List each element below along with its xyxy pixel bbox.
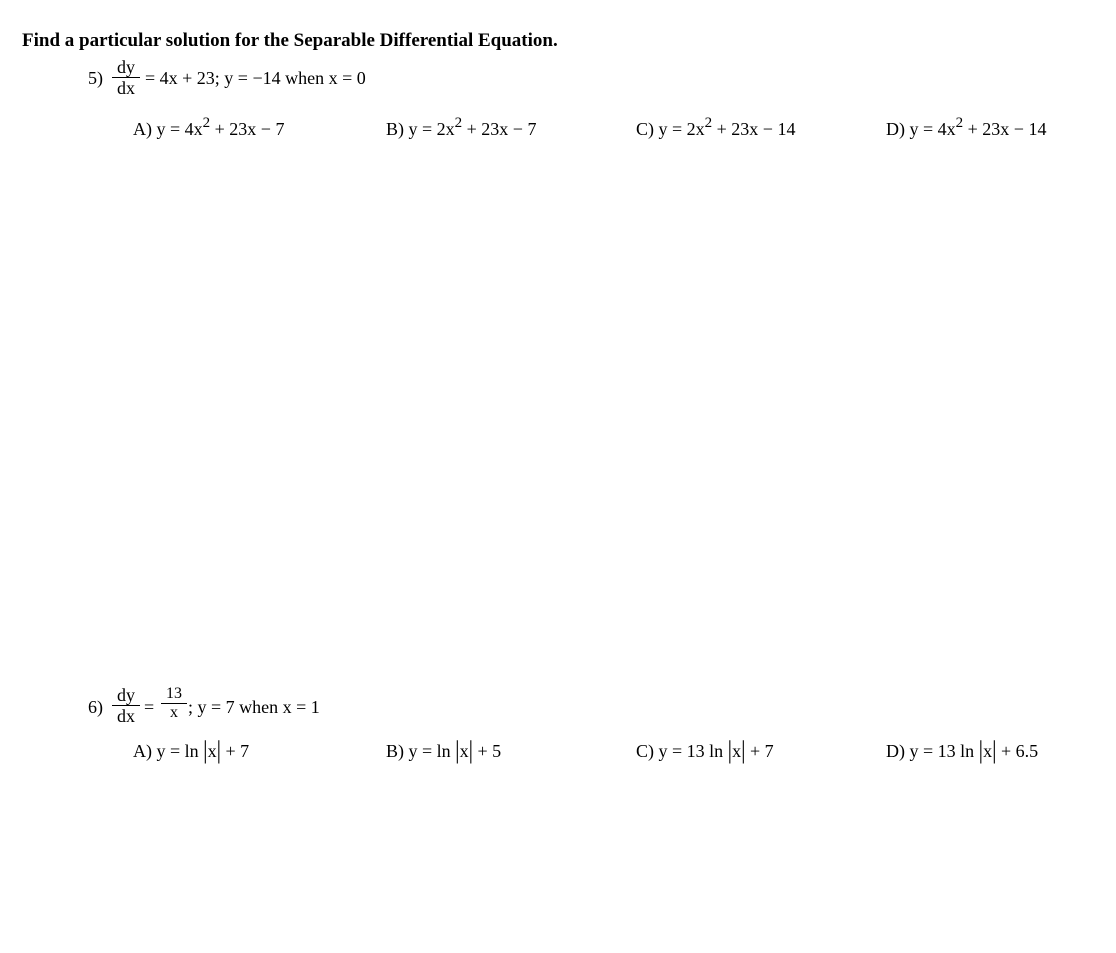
- equation-text: = 4x + 23; y = −14 when x = 0: [145, 68, 366, 88]
- fraction-denominator: dx: [117, 78, 135, 98]
- choice-expression: y = ln |x| + 7: [156, 735, 250, 764]
- choice-letter: D): [886, 741, 905, 761]
- equation-text: ; y = 7 when x = 1: [188, 697, 320, 717]
- choice-a[interactable]: [133, 116, 284, 140]
- choice-expression: y = ln |x| + 5: [408, 735, 502, 764]
- choice-expression: $y = 2x^2 + 23x - 7$: [408, 115, 537, 139]
- choice-b[interactable]: [386, 116, 536, 140]
- derivative-fraction: [112, 686, 140, 725]
- fraction-numerator: dy: [117, 57, 135, 77]
- choice-letter: B): [386, 741, 404, 761]
- choice-expression: $y = 4x^2 + 23x - 7$: [156, 115, 285, 139]
- choice-a[interactable]: [133, 735, 250, 764]
- choice-b[interactable]: [386, 735, 502, 764]
- question-number: 5): [88, 68, 103, 88]
- choice-letter: D): [886, 119, 905, 139]
- derivative-fraction: [112, 58, 140, 97]
- choice-d[interactable]: [886, 735, 1039, 764]
- choice-letter: A): [133, 119, 152, 139]
- choice-letter: B): [386, 119, 404, 139]
- fraction-denominator: dx: [117, 706, 135, 726]
- choice-expression: y = 13 ln |x| + 7: [658, 735, 774, 764]
- instructions-heading: Find a particular solution for the Separable Differential Equation.: [22, 30, 558, 51]
- choice-c[interactable]: [636, 116, 795, 140]
- equals-sign: =: [144, 697, 155, 717]
- fraction-numerator: 13: [166, 685, 182, 702]
- choice-c[interactable]: [636, 735, 774, 764]
- choice-letter: C): [636, 119, 654, 139]
- choice-d[interactable]: [886, 116, 1046, 140]
- fraction-numerator: dy: [117, 685, 135, 705]
- choice-letter: C): [636, 741, 654, 761]
- fraction-denominator: x: [170, 704, 178, 721]
- choice-expression: $y = 4x^2 + 23x - 14$: [909, 115, 1047, 139]
- choice-expression: $y = 2x^2 + 23x - 14$: [658, 115, 796, 139]
- choice-expression: y = 13 ln |x| + 6.5: [909, 735, 1039, 764]
- rhs-fraction: [161, 686, 187, 721]
- question-number: 6): [88, 697, 103, 717]
- choice-letter: A): [133, 741, 152, 761]
